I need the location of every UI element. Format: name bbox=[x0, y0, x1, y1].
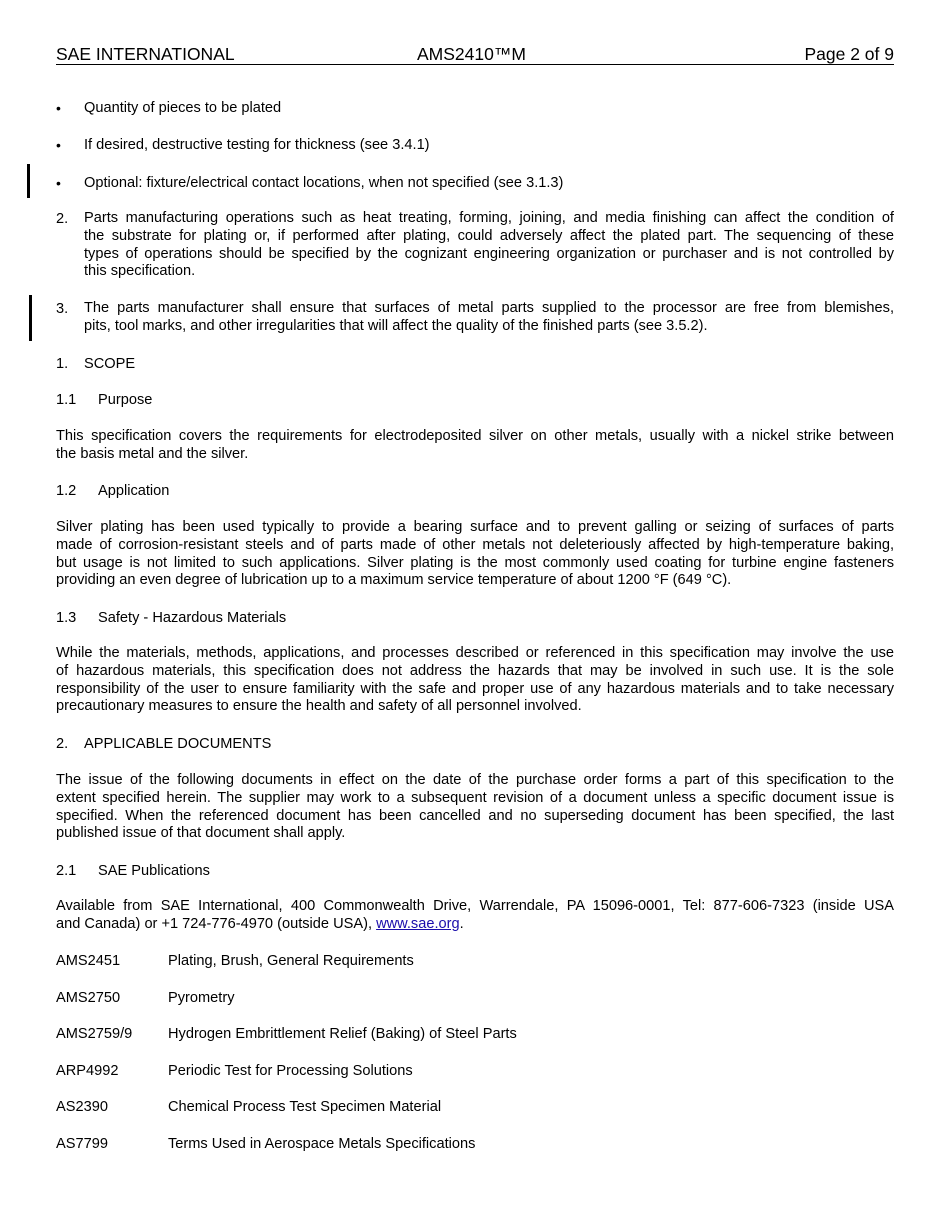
page-header bbox=[56, 44, 894, 65]
header-page-number: Page 2 of 9 bbox=[804, 44, 894, 64]
header-doc-number: AMS2410™M bbox=[417, 44, 526, 64]
header-org: SAE INTERNATIONAL bbox=[56, 44, 235, 64]
section-title-sae-publications: SAE Publications bbox=[98, 863, 210, 879]
reference-title: Periodic Test for Processing Solutions bbox=[168, 1063, 413, 1079]
section-title-scope: SCOPE bbox=[84, 356, 136, 372]
note-paragraph: Parts manufacturing operations such as heat treating, forming, joining, and media finishing can affect the condition of the substrate for plating or, if performed after plating, could adversely affect the plated part. The sequencing of these types of operations should be specified by the cognizant engineering organization or purchaser and is not controlled by this specification. bbox=[84, 210, 894, 280]
section-title-safety: Safety - Hazardous Materials bbox=[98, 610, 287, 626]
reference-code: AS7799 bbox=[56, 1136, 108, 1152]
purpose-paragraph: This specification covers the requirements for electrodeposited silver on other metals, usually with a nickel strike between the basis metal and the silver. bbox=[56, 428, 894, 462]
safety-paragraph: While the materials, methods, applications, and processes described or referenced in this specification may involve the use of hazardous materials, this specification does not address the hazards that may be involved in such use. It is the sole responsibility of the user to ensure familiarity with the safe and proper use of any hazardous materials and to take necessary precautionary measures to ensure the health and safety of all personnel involved. bbox=[56, 645, 894, 715]
revision-change-bar bbox=[27, 164, 30, 198]
sae-publications-paragraph: Available from SAE International, 400 Commonwealth Drive, Warrendale, PA 15096-0001, Tel: 877-606-7323 (inside USA and Canada) or +1 724-776-4970 (outside USA), www.sae.org. bbox=[56, 898, 894, 932]
bullet-marker: • bbox=[56, 137, 61, 153]
bullet-item: Optional: fixture/electrical contact locations, when not specified (see 3.1.3) bbox=[84, 175, 564, 191]
application-paragraph: Silver plating has been used typically to provide a bearing surface and to prevent galling or seizing of surfaces of parts made of corrosion-resistant steels and of parts made of other metals not deleteriously affected by high-temperature baking, but usage is not limited to such applications. Silver plating is the most commonly used coating for turbine engine fasteners providing an even degree of lubrication up to a maximum service temperature of about 1200 °F (649 °C). bbox=[56, 519, 894, 589]
reference-code: AMS2759/9 bbox=[56, 1026, 133, 1042]
reference-title: Plating, Brush, General Requirements bbox=[168, 953, 414, 969]
reference-title: Hydrogen Embrittlement Relief (Baking) of Steel Parts bbox=[168, 1026, 517, 1042]
revision-change-bar bbox=[29, 295, 32, 341]
reference-code: AS2390 bbox=[56, 1099, 108, 1115]
section-title-application: Application bbox=[98, 483, 170, 499]
reference-code: AMS2750 bbox=[56, 990, 121, 1006]
section-number: 1. bbox=[56, 356, 69, 372]
sae-website-link[interactable]: www.sae.org bbox=[376, 915, 460, 932]
section-title-applicable-documents: APPLICABLE DOCUMENTS bbox=[84, 736, 272, 752]
section-number: 2.1 bbox=[56, 863, 77, 879]
bullet-marker: • bbox=[56, 175, 61, 191]
section-number: 1.2 bbox=[56, 483, 77, 499]
reference-code: ARP4992 bbox=[56, 1063, 119, 1079]
reference-code: AMS2451 bbox=[56, 953, 121, 969]
bullet-item: If desired, destructive testing for thickness (see 3.4.1) bbox=[84, 137, 430, 153]
section-title-purpose: Purpose bbox=[98, 392, 153, 408]
reference-title: Chemical Process Test Specimen Material bbox=[168, 1099, 442, 1115]
section-number: 1.1 bbox=[56, 392, 77, 408]
section-number: 1.3 bbox=[56, 610, 77, 626]
bullet-marker: • bbox=[56, 100, 61, 116]
reference-title: Pyrometry bbox=[168, 990, 235, 1006]
note-number: 3. bbox=[56, 301, 69, 317]
applicable-documents-paragraph: The issue of the following documents in effect on the date of the purchase order forms a part of this specification to the extent specified herein. The supplier may work to a subsequent revision of a document unless a specific document issue is specified. When the referenced document has been cancelled and no superseding document has been specified, the last published issue of that document shall apply. bbox=[56, 772, 894, 842]
note-paragraph: The parts manufacturer shall ensure that surfaces of metal parts supplied to the processor are free from blemishes, pits, tool marks, and other irregularities that will affect the quality of the finished parts (see 3.5.2). bbox=[84, 300, 894, 334]
bullet-item: Quantity of pieces to be plated bbox=[84, 100, 282, 116]
reference-title: Terms Used in Aerospace Metals Specifications bbox=[168, 1136, 476, 1152]
note-number: 2. bbox=[56, 211, 69, 227]
section-number: 2. bbox=[56, 736, 69, 752]
